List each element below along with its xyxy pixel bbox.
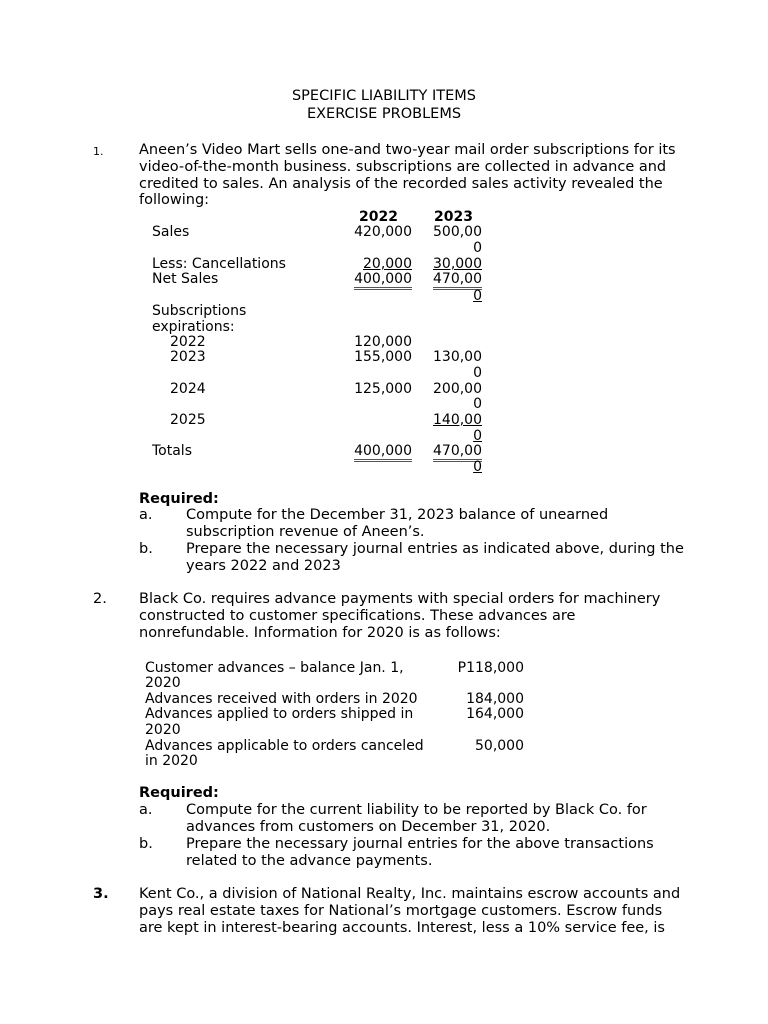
cell-totals-2023-cont: 0 (473, 459, 482, 475)
cell-totals-2023: 470,00 (433, 443, 482, 462)
adv-row-value: 50,000 (475, 738, 524, 754)
cell-sales-2023: 500,00 (433, 224, 482, 240)
cell-canc-2022: 20,000 (363, 256, 412, 272)
cell-net-2022: 400,000 (354, 271, 412, 290)
adv-row-label: Advances applied to orders shipped in (145, 706, 414, 722)
adv-row-label-cont: 2020 (145, 722, 181, 738)
row-label-expirations: Subscriptions (152, 303, 247, 319)
problem-1-req-a-letter: a. (139, 507, 153, 523)
cell-2023-2023-cont: 0 (473, 365, 482, 381)
problem-2-intro-line: nonrefundable. Information for 2020 is as follows: (139, 625, 501, 641)
problem-1-intro-line: video-of-the-month business. subscriptions are collected in advance and (139, 159, 667, 175)
problem-3-intro-line: Kent Co., a division of National Realty, Inc. maintains escrow accounts and (139, 886, 681, 902)
row-label-sales: Sales (152, 224, 190, 240)
problem-2-number: 2. (93, 591, 107, 607)
doc-subtitle: EXERCISE PROBLEMS (306, 106, 462, 122)
cell-2022-2022: 120,000 (354, 334, 412, 350)
cell-canc-2023: 30,000 (433, 256, 482, 272)
problem-1-req-a-cont: subscription revenue of Aneen’s. (186, 524, 425, 540)
problem-1-required-label: Required: (139, 491, 219, 507)
col-header-2023: 2023 (434, 209, 473, 225)
row-label-cancellations: Less: Cancellations (152, 256, 286, 272)
problem-2-req-b-letter: b. (139, 836, 153, 852)
row-label-2022: 2022 (170, 334, 206, 350)
adv-row-label-cont: in 2020 (145, 753, 198, 769)
problem-2-intro-line: constructed to customer specifications. These advances are (139, 608, 576, 624)
adv-row-value: 164,000 (466, 706, 524, 722)
cell-2025-2023-cont: 0 (473, 428, 482, 444)
problem-2-req-a-letter: a. (139, 802, 153, 818)
cell-2023-2023: 130,00 (433, 349, 482, 365)
cell-2025-2023: 140,00 (433, 412, 482, 428)
cell-totals-2022: 400,000 (354, 443, 412, 462)
cell-2024-2022: 125,000 (354, 381, 412, 397)
problem-1-req-b-letter: b. (139, 541, 153, 557)
cell-2024-2023-cont: 0 (473, 396, 482, 412)
col-header-2022: 2022 (359, 209, 398, 225)
adv-row-value: P118,000 (457, 660, 524, 676)
problem-1-req-b: Prepare the necessary journal entries as indicated above, during the (186, 541, 684, 557)
problem-2-req-b: Prepare the necessary journal entries for the above transactions (186, 836, 654, 852)
adv-row-value: 184,000 (466, 691, 524, 707)
problem-1-intro-line: Aneen’s Video Mart sells one-and two-year mail order subscriptions for its (139, 142, 676, 158)
cell-sales-2023-cont: 0 (473, 240, 482, 256)
problem-3-intro-line: pays real estate taxes for National’s mortgage customers. Escrow funds (139, 903, 663, 919)
problem-2-required-label: Required: (139, 785, 219, 801)
adv-row-label: Advances applicable to orders canceled (145, 738, 424, 754)
cell-sales-2022: 420,000 (354, 224, 412, 240)
problem-2-intro-line: Black Co. requires advance payments with special orders for machinery (139, 591, 661, 607)
problem-2-req-a: Compute for the current liability to be reported by Black Co. for (186, 802, 647, 818)
row-label-2024: 2024 (170, 381, 206, 397)
problem-1-intro-line: following: (139, 192, 210, 208)
row-label-totals: Totals (152, 443, 192, 459)
problem-2-req-a-cont: advances from customers on December 31, 2020. (186, 819, 551, 835)
adv-row-label-cont: 2020 (145, 675, 181, 691)
problem-1-req-a: Compute for the December 31, 2023 balance of unearned (186, 507, 609, 523)
problem-3-number: 3. (93, 886, 109, 902)
cell-2023-2022: 155,000 (354, 349, 412, 365)
row-label-expirations-cont: expirations: (152, 319, 235, 335)
row-label-net-sales: Net Sales (152, 271, 219, 287)
problem-1-intro-line: credited to sales. An analysis of the recorded sales activity revealed the (139, 176, 663, 192)
problem-3-intro-line: are kept in interest-bearing accounts. Interest, less a 10% service fee, is (139, 920, 665, 936)
row-label-2023: 2023 (170, 349, 206, 365)
adv-row-label: Advances received with orders in 2020 (145, 691, 418, 707)
cell-2024-2023: 200,00 (433, 381, 482, 397)
row-label-2025: 2025 (170, 412, 206, 428)
doc-title: SPECIFIC LIABILITY ITEMS (291, 88, 477, 104)
cell-net-2023-cont: 0 (473, 288, 482, 304)
adv-row-label: Customer advances – balance Jan. 1, (145, 660, 404, 676)
cell-net-2023: 470,00 (433, 271, 482, 290)
problem-2-req-b-cont: related to the advance payments. (186, 853, 433, 869)
problem-1-req-b-cont: years 2022 and 2023 (186, 558, 341, 574)
problem-1-number: 1. (93, 145, 104, 158)
